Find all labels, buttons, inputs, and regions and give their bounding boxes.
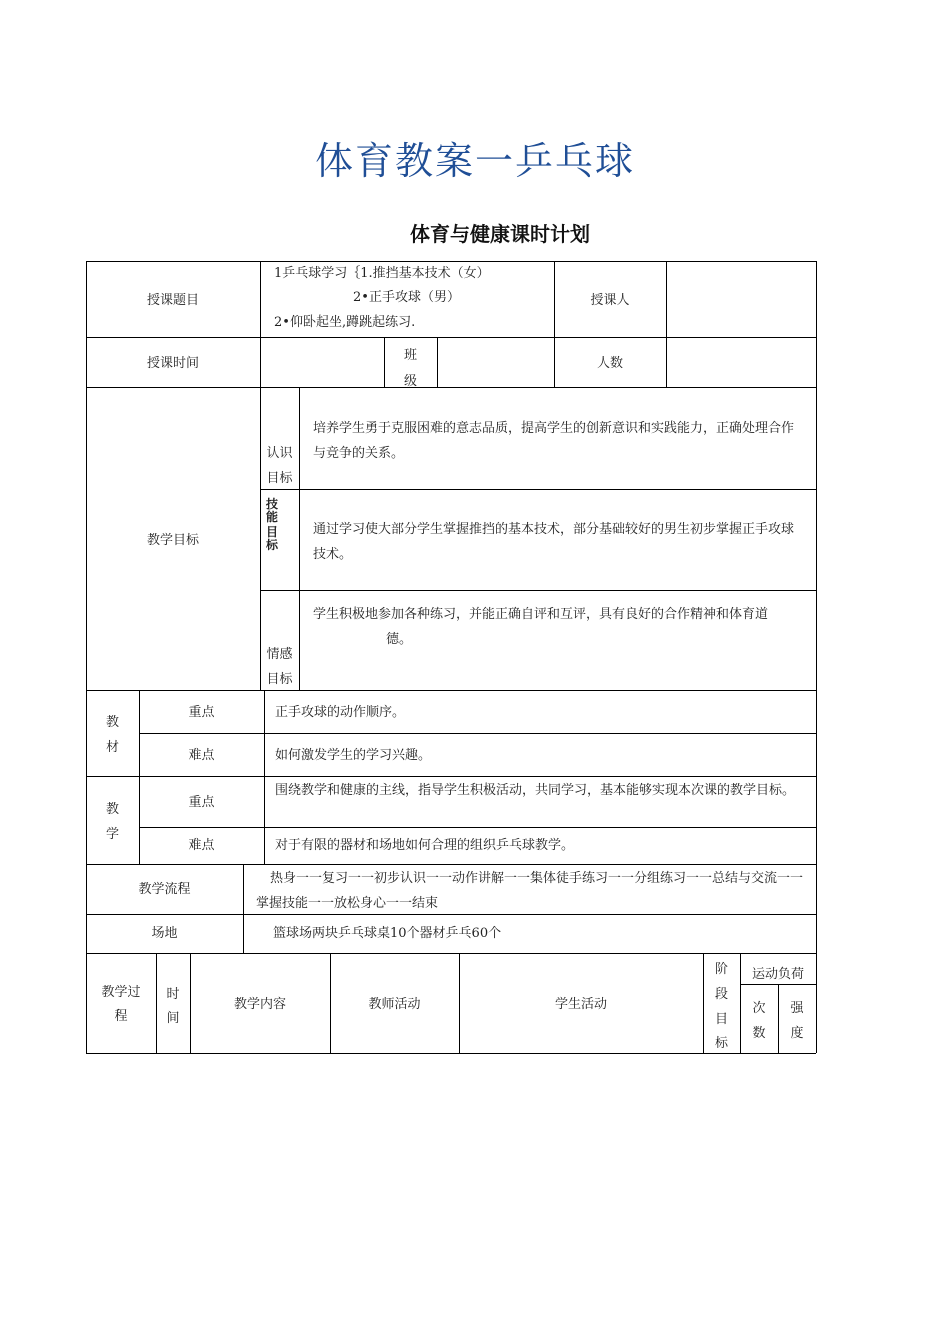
affective-label-2: 目标 bbox=[266, 672, 293, 687]
grid-line bbox=[264, 690, 265, 864]
material-key-text: 正手攻球的动作顺序。 bbox=[275, 705, 406, 720]
document-title: 体育教案一乒乓球 bbox=[314, 139, 635, 183]
flow-label: 教学流程 bbox=[138, 882, 191, 897]
grid-line bbox=[86, 387, 816, 388]
load-col-label: 运动负荷 bbox=[751, 967, 804, 982]
stage-col-label-1: 阶 bbox=[714, 962, 728, 977]
process-label-1: 教学过 bbox=[101, 985, 141, 1000]
venue-text: 篮球场两块乒乓球桌10个器材乒乓60个 bbox=[273, 926, 502, 941]
teaching-label-1: 教 bbox=[105, 802, 119, 817]
class-label-1: 班 bbox=[403, 348, 417, 363]
venue-label: 场地 bbox=[151, 926, 178, 941]
affective-text-2: 德。 bbox=[386, 632, 413, 647]
grid-line bbox=[86, 776, 816, 777]
grid-line bbox=[243, 864, 244, 953]
skill-label-4: 标 bbox=[266, 538, 279, 552]
skill-label-1: 技 bbox=[266, 497, 279, 511]
grid-line bbox=[86, 690, 816, 691]
content-col-label: 教学内容 bbox=[233, 997, 286, 1012]
intensity-col-label-1: 强 bbox=[790, 1001, 804, 1016]
topic-line-1: 1乒乓球学习｛1.推挡基本技术（女） bbox=[274, 266, 490, 281]
count-label: 人数 bbox=[596, 356, 623, 371]
teacher-activity-col-label: 教师活动 bbox=[368, 997, 421, 1012]
affective-text-1: 学生积极地参加各种练习，并能正确自评和互评，具有良好的合作精神和体育道 bbox=[313, 607, 769, 622]
skill-label-3: 目 bbox=[266, 525, 279, 539]
time-label: 授课时间 bbox=[146, 356, 199, 371]
stage-col-label-3: 目 bbox=[714, 1012, 728, 1027]
grid-line bbox=[139, 827, 816, 828]
material-diff-text: 如何激发学生的学习兴趣。 bbox=[275, 748, 432, 763]
material-label-2: 材 bbox=[105, 740, 119, 755]
cognitive-label-2: 目标 bbox=[266, 471, 293, 486]
skill-label-2: 能 bbox=[266, 510, 279, 524]
teaching-key-text: 围绕教学和健康的主线，指导学生积极活动，共同学习，基本能够实现本次课的教学目标。 bbox=[275, 783, 796, 798]
time-col-label-2: 间 bbox=[166, 1011, 180, 1026]
teaching-diff-label: 难点 bbox=[188, 838, 215, 853]
topic-line-3: 2•仰卧起坐,蹲跳起练习. bbox=[274, 315, 416, 330]
skill-text: 通过学习使大部分学生掌握推挡的基本技术，部分基础较好的男生初步掌握正手攻球技术。 bbox=[313, 522, 795, 562]
times-col-label-2: 数 bbox=[752, 1026, 766, 1041]
objectives-label: 教学目标 bbox=[146, 533, 199, 548]
grid-line bbox=[816, 261, 817, 1053]
topic-line-2: 2•正手攻球（男） bbox=[353, 290, 460, 305]
grid-line bbox=[86, 337, 816, 338]
cognitive-label-1: 认识 bbox=[266, 446, 293, 461]
flow-text: 热身一一复习一一初步认识一一动作讲解一一集体徒手练习一一分组练习一一总结与交流一一掌握技能一一放松身心一一结束 bbox=[256, 871, 804, 911]
stage-col-label-2: 段 bbox=[714, 987, 728, 1002]
grid-line bbox=[299, 387, 300, 690]
times-col-label-1: 次 bbox=[752, 1001, 766, 1016]
cognitive-text: 培养学生勇于克服困难的意志品质，提高学生的创新意识和实践能力，正确处理合作与竞争的关系。 bbox=[313, 421, 795, 461]
topic-label: 授课题目 bbox=[146, 293, 199, 308]
document-subtitle: 体育与健康课时计划 bbox=[410, 222, 590, 246]
stage-col-label-4: 标 bbox=[714, 1036, 728, 1051]
teaching-label-2: 学 bbox=[105, 827, 119, 842]
grid-line bbox=[86, 953, 816, 954]
material-diff-label: 难点 bbox=[188, 748, 215, 763]
process-label-2: 程 bbox=[114, 1009, 128, 1024]
grid-line bbox=[437, 337, 438, 387]
teaching-diff-text: 对于有限的器材和场地如何合理的组织乒乓球教学。 bbox=[275, 838, 575, 853]
affective-label-1: 情感 bbox=[266, 647, 293, 662]
time-col-label-1: 时 bbox=[166, 987, 180, 1002]
grid-line bbox=[260, 489, 816, 490]
teaching-key-label: 重点 bbox=[188, 795, 215, 810]
grid-line bbox=[86, 864, 816, 865]
material-key-label: 重点 bbox=[188, 705, 215, 720]
grid-line bbox=[260, 590, 816, 591]
intensity-col-label-2: 度 bbox=[790, 1026, 804, 1041]
student-activity-col-label: 学生活动 bbox=[554, 997, 607, 1012]
grid-line bbox=[139, 733, 816, 734]
material-label-1: 教 bbox=[105, 715, 119, 730]
grid-line bbox=[666, 261, 667, 387]
class-label-2: 级 bbox=[403, 374, 417, 389]
teacher-label: 授课人 bbox=[590, 293, 630, 308]
